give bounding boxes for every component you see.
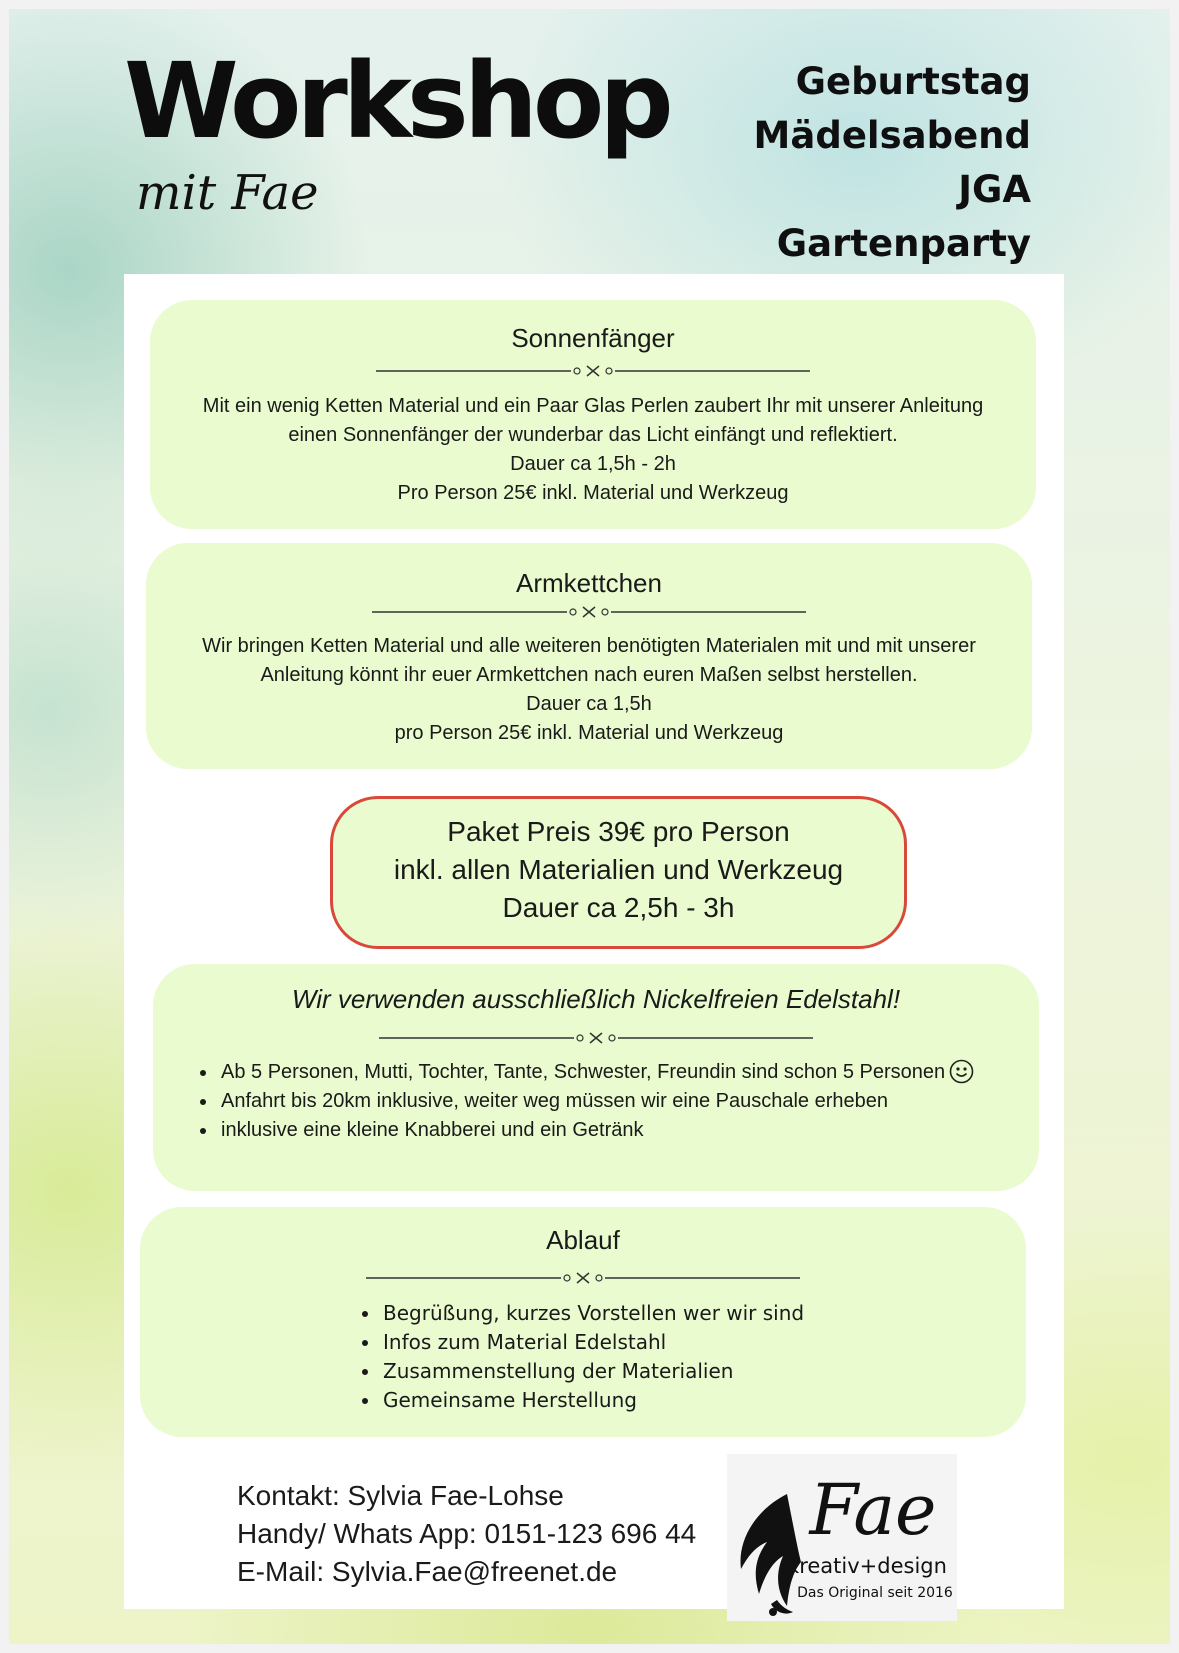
workshop-duration: Dauer ca 1,5h bbox=[526, 693, 652, 716]
occasion-item: Geburtstag bbox=[795, 60, 1031, 103]
contact-phone[interactable]: Handy/ Whats App: 0151-123 696 44 bbox=[237, 1518, 697, 1549]
ornament-divider-icon bbox=[376, 365, 810, 377]
list-item: Infos zum Material Edelstahl bbox=[359, 1328, 1026, 1357]
list-item bbox=[197, 1058, 1039, 1087]
workshop-title: Sonnenfänger bbox=[511, 323, 675, 353]
info-bullet-text: Ab 5 Personen, Mutti, Tochter, Tante, Schwester, Freundin sind schon 5 Personen bbox=[221, 1061, 946, 1084]
ornament-divider-icon bbox=[372, 606, 806, 618]
logo-since: Das Original seit 2016 bbox=[797, 1585, 953, 1601]
ornament-divider-icon bbox=[379, 1032, 813, 1044]
list-item: Gemeinsame Herstellung bbox=[359, 1386, 1026, 1415]
package-includes: inkl. allen Materialien und Werkzeug bbox=[393, 854, 844, 885]
ablauf-list bbox=[359, 1299, 1026, 1415]
occasion-item: Mädelsabend bbox=[753, 114, 1031, 157]
workshop-text-line: Mit ein wenig Ketten Material und ein Paar Glas Perlen zaubert Ihr mit unserer Anleitung bbox=[202, 395, 984, 418]
contact-block bbox=[237, 1477, 696, 1591]
logo-name: Fae bbox=[809, 1469, 937, 1551]
package-duration: Dauer ca 2,5h - 3h bbox=[502, 892, 735, 923]
list-item: Anfahrt bis 20km inklusive, weiter weg müssen wir eine Pauschale erheben bbox=[197, 1087, 1039, 1116]
workshop-card-sonnenfaenger bbox=[150, 300, 1036, 529]
info-list bbox=[197, 1058, 1039, 1145]
list-item: Zusammenstellung der Materialien bbox=[359, 1357, 1026, 1386]
workshop-card-armkettchen bbox=[146, 543, 1032, 769]
ornament-divider-icon bbox=[366, 1272, 800, 1284]
contact-email[interactable]: E-Mail: Sylvia.Fae@freenet.de bbox=[237, 1556, 618, 1587]
ablauf-card bbox=[140, 1207, 1026, 1437]
list-item: Begrüßung, kurzes Vorstellen wer wir sind bbox=[359, 1299, 1026, 1328]
info-title: Wir verwenden ausschließlich Nickelfreien Edelstahl! bbox=[291, 984, 901, 1014]
logo-tagline: kreativ+design bbox=[787, 1554, 947, 1578]
flyer-subtitle: mit Fae bbox=[136, 165, 319, 221]
occasion-item: JGA bbox=[958, 168, 1031, 211]
workshop-price: Pro Person 25€ inkl. Material und Werkzeug bbox=[397, 482, 789, 505]
info-card bbox=[153, 964, 1039, 1191]
ablauf-title: Ablauf bbox=[546, 1225, 620, 1255]
smiley-icon bbox=[949, 1059, 974, 1084]
package-price: Paket Preis 39€ pro Person bbox=[447, 816, 790, 847]
workshop-price: pro Person 25€ inkl. Material und Werkzeug bbox=[394, 722, 784, 745]
flyer-title: Workshop bbox=[124, 40, 669, 162]
workshop-title: Armkettchen bbox=[516, 568, 662, 598]
phoenix-icon bbox=[727, 1454, 957, 1621]
workshop-text-line: einen Sonnenfänger der wunderbar das Licht einfängt und reflektiert. bbox=[288, 424, 898, 447]
flyer-page bbox=[9, 9, 1170, 1644]
workshop-text-line: Anleitung könnt ihr euer Armkettchen nach euren Maßen selbst herstellen. bbox=[260, 664, 918, 687]
brand-logo bbox=[727, 1454, 957, 1621]
workshop-text-line: Wir bringen Ketten Material und alle weiteren benötigten Materialen mit und mit unserer bbox=[202, 635, 976, 658]
list-item: inklusive eine kleine Knabberei und ein Getränk bbox=[197, 1116, 1039, 1145]
workshop-duration: Dauer ca 1,5h - 2h bbox=[510, 453, 676, 476]
package-price-box bbox=[330, 796, 907, 949]
contact-name: Kontakt: Sylvia Fae-Lohse bbox=[237, 1480, 564, 1511]
occasion-list bbox=[754, 55, 1031, 271]
occasion-item: Gartenparty bbox=[776, 222, 1031, 265]
